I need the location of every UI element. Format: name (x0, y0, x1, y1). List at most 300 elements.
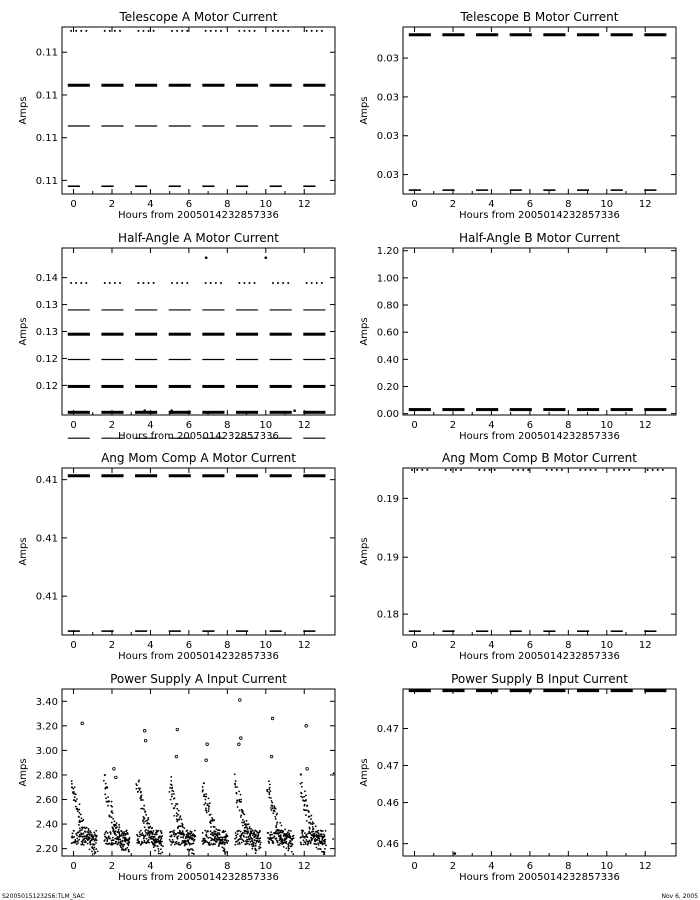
data-point (248, 823, 250, 825)
chart-panel (359, 231, 676, 442)
data-point (171, 784, 173, 786)
data-point (293, 837, 295, 839)
data-point (123, 831, 125, 833)
x-tick-label: 8 (565, 640, 572, 651)
data-point (237, 843, 239, 845)
data-segment (101, 333, 123, 336)
data-segment (68, 474, 90, 477)
data-point (158, 830, 160, 832)
chart-title: Half-Angle A Motor Current (118, 231, 279, 245)
data-segment (169, 84, 191, 87)
y-tick-label: 0.03 (376, 53, 399, 65)
chart-panel (18, 451, 335, 662)
data-point (90, 843, 92, 845)
data-segment (510, 408, 532, 411)
data-point (305, 814, 307, 816)
data-point (169, 787, 171, 789)
x-tick-label: 2 (449, 861, 457, 872)
data-point (95, 842, 97, 844)
x-tick-label: 2 (449, 640, 457, 651)
data-point (176, 728, 179, 731)
x-axis-label: Hours from 2005014232857336 (459, 210, 620, 221)
data-point (149, 833, 151, 835)
data-point (158, 853, 160, 855)
data-point (158, 837, 160, 839)
data-point (120, 835, 122, 837)
data-point (240, 831, 242, 833)
data-segment (135, 385, 157, 388)
x-tick-label: 12 (638, 861, 652, 872)
data-point (89, 837, 91, 839)
chart-title: Half-Angle B Motor Current (459, 231, 620, 245)
data-point (280, 836, 282, 838)
data-point (210, 822, 212, 824)
data-point (95, 848, 97, 850)
data-point (303, 844, 305, 846)
data-point (310, 841, 312, 843)
data-point (86, 827, 88, 829)
x-axis-label: Hours from 2005014232857336 (118, 210, 279, 221)
data-point (147, 830, 149, 832)
data-point (96, 835, 98, 837)
data-point (241, 822, 243, 824)
data-point (286, 833, 288, 835)
data-point (249, 844, 251, 846)
data-point (302, 799, 304, 801)
y-tick-label: 0.80 (376, 300, 399, 312)
data-point (206, 743, 209, 746)
chart-title: Power Supply B Input Current (451, 672, 628, 686)
data-segment (577, 408, 599, 411)
data-point (246, 820, 248, 822)
data-point (171, 803, 173, 805)
data-segment (202, 411, 224, 414)
data-point (170, 844, 172, 846)
data-point (171, 282, 173, 284)
x-tick-label: 8 (565, 420, 572, 431)
data-point (202, 791, 204, 793)
chart-panel (18, 231, 335, 442)
data-segment (543, 408, 565, 411)
data-point (144, 818, 146, 820)
data-point (104, 839, 106, 841)
data-point (104, 793, 106, 795)
data-segment (68, 84, 90, 87)
chart-panel (359, 672, 676, 883)
data-point (268, 842, 270, 844)
data-point (313, 823, 315, 825)
data-segment (169, 385, 191, 388)
y-tick-label: 2.60 (35, 795, 58, 807)
data-point (186, 282, 188, 284)
data-point (82, 842, 84, 844)
data-point (76, 843, 78, 845)
data-point (156, 834, 158, 836)
data-point (148, 842, 150, 844)
x-tick-label: 0 (70, 640, 77, 651)
data-point (176, 30, 178, 32)
y-tick-label: 0.47 (376, 761, 399, 773)
data-point (236, 786, 238, 788)
data-segment (236, 84, 258, 87)
data-point (78, 809, 80, 811)
y-tick-label: 0.47 (376, 723, 399, 735)
data-segment (135, 411, 157, 414)
data-segment (409, 689, 431, 692)
data-point (139, 789, 141, 791)
data-point (205, 793, 207, 795)
data-point (176, 815, 178, 817)
data-point (169, 839, 171, 841)
data-point (319, 835, 321, 837)
data-point (251, 848, 253, 850)
data-point (186, 30, 188, 32)
data-point (235, 786, 237, 788)
data-point (148, 827, 150, 829)
data-point (238, 30, 240, 32)
data-point (115, 824, 117, 826)
data-point (245, 843, 247, 845)
data-series (68, 30, 326, 186)
data-point (238, 282, 240, 284)
data-point (217, 829, 219, 831)
chart-panel (359, 10, 676, 221)
data-point (272, 807, 274, 809)
data-point (182, 837, 184, 839)
data-point (72, 833, 74, 835)
data-point (304, 790, 306, 792)
data-point (94, 852, 96, 854)
data-segment (202, 385, 224, 388)
y-tick-label: 3.40 (35, 696, 58, 708)
data-point (556, 469, 558, 471)
chart-title: Ang Mom Comp A Motor Current (101, 451, 296, 465)
data-point (221, 846, 223, 848)
data-point (300, 783, 302, 785)
data-point (75, 794, 77, 796)
x-tick-label: 0 (70, 199, 77, 210)
data-point (183, 827, 185, 829)
data-point (270, 807, 272, 809)
data-point (254, 282, 256, 284)
data-point (311, 282, 313, 284)
data-segment (476, 33, 498, 36)
x-tick-label: 12 (297, 861, 311, 872)
data-point (272, 840, 274, 842)
data-point (271, 717, 274, 720)
data-point (213, 819, 215, 821)
plot-frame (403, 248, 676, 415)
data-point (114, 821, 116, 823)
data-point (311, 30, 313, 32)
data-point (142, 30, 144, 32)
data-point (285, 842, 287, 844)
data-point (305, 841, 307, 843)
data-point (107, 796, 109, 798)
data-point (584, 469, 586, 471)
x-tick-label: 2 (449, 420, 457, 431)
data-point (181, 819, 183, 821)
data-point (75, 801, 77, 803)
chart-title: Ang Mom Comp B Motor Current (442, 451, 637, 465)
data-point (210, 820, 212, 822)
data-point (161, 852, 163, 854)
data-point (202, 832, 204, 834)
data-point (78, 831, 80, 833)
data-point (317, 848, 319, 850)
data-segment (202, 474, 224, 477)
data-point (140, 830, 142, 832)
x-tick-label: 12 (297, 199, 311, 210)
data-point (522, 469, 524, 471)
chart-title: Telescope B Motor Current (460, 10, 619, 24)
data-segment (611, 689, 633, 692)
data-point (170, 780, 172, 782)
data-point (316, 30, 318, 32)
data-point (137, 791, 139, 793)
data-point (123, 849, 125, 851)
data-point (243, 282, 245, 284)
data-point (305, 809, 307, 811)
data-point (279, 844, 281, 846)
data-point (77, 808, 79, 810)
data-point (83, 844, 85, 846)
data-point (282, 282, 284, 284)
data-segment (611, 33, 633, 36)
data-point (257, 835, 259, 837)
data-point (70, 282, 72, 284)
data-point (301, 786, 303, 788)
data-point (652, 469, 654, 471)
data-segment (303, 411, 325, 414)
data-segment (644, 689, 666, 692)
data-point (312, 831, 314, 833)
data-point (71, 786, 73, 788)
data-point (301, 782, 303, 784)
data-point (210, 30, 212, 32)
data-point (209, 802, 211, 804)
data-point (176, 812, 178, 814)
data-point (76, 838, 78, 840)
data-segment (101, 385, 123, 388)
data-point (112, 837, 114, 839)
data-segment (169, 333, 191, 336)
data-point (191, 839, 193, 841)
data-point (172, 841, 174, 843)
data-point (324, 841, 326, 843)
x-tick-label: 6 (185, 199, 193, 210)
data-segment (409, 408, 431, 411)
data-point (148, 823, 150, 825)
data-point (206, 836, 208, 838)
x-tick-label: 0 (70, 420, 77, 431)
data-point (153, 830, 155, 832)
data-point (324, 843, 326, 845)
data-point (266, 790, 268, 792)
data-point (122, 846, 124, 848)
data-point (71, 783, 73, 785)
data-point (292, 853, 294, 855)
data-point (73, 830, 75, 832)
data-point (120, 841, 122, 843)
data-point (324, 835, 326, 837)
y-tick-label: 0.41 (35, 475, 58, 487)
data-point (143, 822, 145, 824)
data-point (186, 830, 188, 832)
data-point (173, 793, 175, 795)
x-tick-label: 2 (449, 199, 457, 210)
data-segment (101, 84, 123, 87)
data-point (145, 814, 147, 816)
data-point (445, 469, 447, 471)
data-point (306, 30, 308, 32)
data-point (613, 469, 615, 471)
footer-right-text: Nov 6, 2005 (661, 893, 698, 900)
data-point (143, 840, 145, 842)
data-point (267, 837, 269, 839)
data-point (224, 844, 226, 846)
data-segment (68, 385, 90, 388)
data-point (251, 843, 253, 845)
data-point (109, 843, 111, 845)
data-point (157, 848, 159, 850)
data-point (527, 469, 529, 471)
data-segment (303, 385, 325, 388)
x-tick-label: 12 (638, 420, 652, 431)
data-segment (611, 408, 633, 411)
data-segment (135, 84, 157, 87)
data-point (269, 787, 271, 789)
data-segment (303, 474, 325, 477)
data-point (124, 844, 126, 846)
data-point (315, 831, 317, 833)
data-segment (577, 689, 599, 692)
data-point (207, 803, 209, 805)
data-point (208, 797, 210, 799)
x-tick-label: 10 (600, 199, 614, 210)
data-point (276, 823, 278, 825)
y-tick-label: 0.13 (35, 300, 58, 312)
data-point (179, 817, 181, 819)
data-point (178, 819, 180, 821)
data-point (267, 832, 269, 834)
data-point (94, 840, 96, 842)
data-point (318, 832, 320, 834)
data-point (143, 808, 145, 810)
data-segment (135, 333, 157, 336)
data-point (316, 843, 318, 845)
data-point (154, 836, 156, 838)
data-point (249, 826, 251, 828)
data-point (174, 835, 176, 837)
data-point (271, 800, 273, 802)
data-point (78, 812, 80, 814)
data-segment (68, 411, 90, 414)
data-point (205, 807, 207, 809)
data-point (237, 833, 239, 835)
data-point (272, 812, 274, 814)
data-point (512, 469, 514, 471)
data-point (171, 786, 173, 788)
data-point (96, 839, 98, 841)
data-point (287, 831, 289, 833)
data-point (300, 836, 302, 838)
x-tick-label: 4 (147, 640, 154, 651)
data-segment (442, 689, 464, 692)
data-point (252, 841, 254, 843)
data-point (252, 829, 254, 831)
data-point (254, 839, 256, 841)
data-point (137, 30, 139, 32)
data-point (77, 842, 79, 844)
data-point (179, 831, 181, 833)
x-tick-label: 8 (224, 420, 231, 431)
data-point (253, 845, 255, 847)
data-point (240, 801, 242, 803)
data-point (279, 822, 281, 824)
data-point (277, 842, 279, 844)
data-point (80, 814, 82, 816)
data-point (70, 30, 72, 32)
data-point (247, 831, 249, 833)
data-point (85, 30, 87, 32)
data-point (283, 842, 285, 844)
x-tick-label: 6 (185, 861, 193, 872)
data-point (191, 852, 193, 854)
data-point (95, 830, 97, 832)
data-point (171, 30, 173, 32)
data-point (284, 829, 286, 831)
data-point (287, 282, 289, 284)
x-tick-label: 4 (488, 199, 495, 210)
data-point (103, 780, 105, 782)
data-point (271, 834, 273, 836)
data-point (236, 837, 238, 839)
data-point (106, 840, 108, 842)
data-point (246, 827, 248, 829)
data-point (113, 768, 116, 771)
data-point (205, 796, 207, 798)
data-point (137, 835, 139, 837)
data-point (282, 840, 284, 842)
x-axis-label: Hours from 2005014232857336 (118, 651, 279, 662)
data-point (78, 816, 80, 818)
data-point (91, 846, 93, 848)
data-point (248, 282, 250, 284)
x-tick-label: 12 (297, 420, 311, 431)
data-point (114, 282, 116, 284)
data-point (204, 830, 206, 832)
x-tick-label: 10 (600, 640, 614, 651)
data-point (75, 806, 77, 808)
data-point (277, 282, 279, 284)
y-tick-label: 0.03 (376, 131, 399, 143)
data-segment (510, 33, 532, 36)
y-tick-label: 3.00 (35, 745, 58, 757)
data-point (162, 845, 164, 847)
data-point (208, 810, 210, 812)
data-segment (202, 333, 224, 336)
x-tick-label: 6 (185, 420, 193, 431)
data-point (160, 843, 162, 845)
data-point (275, 818, 277, 820)
data-point (112, 818, 114, 820)
data-series (68, 474, 326, 631)
data-point (317, 842, 319, 844)
data-segment (476, 408, 498, 411)
data-point (478, 469, 480, 471)
data-point (243, 840, 245, 842)
